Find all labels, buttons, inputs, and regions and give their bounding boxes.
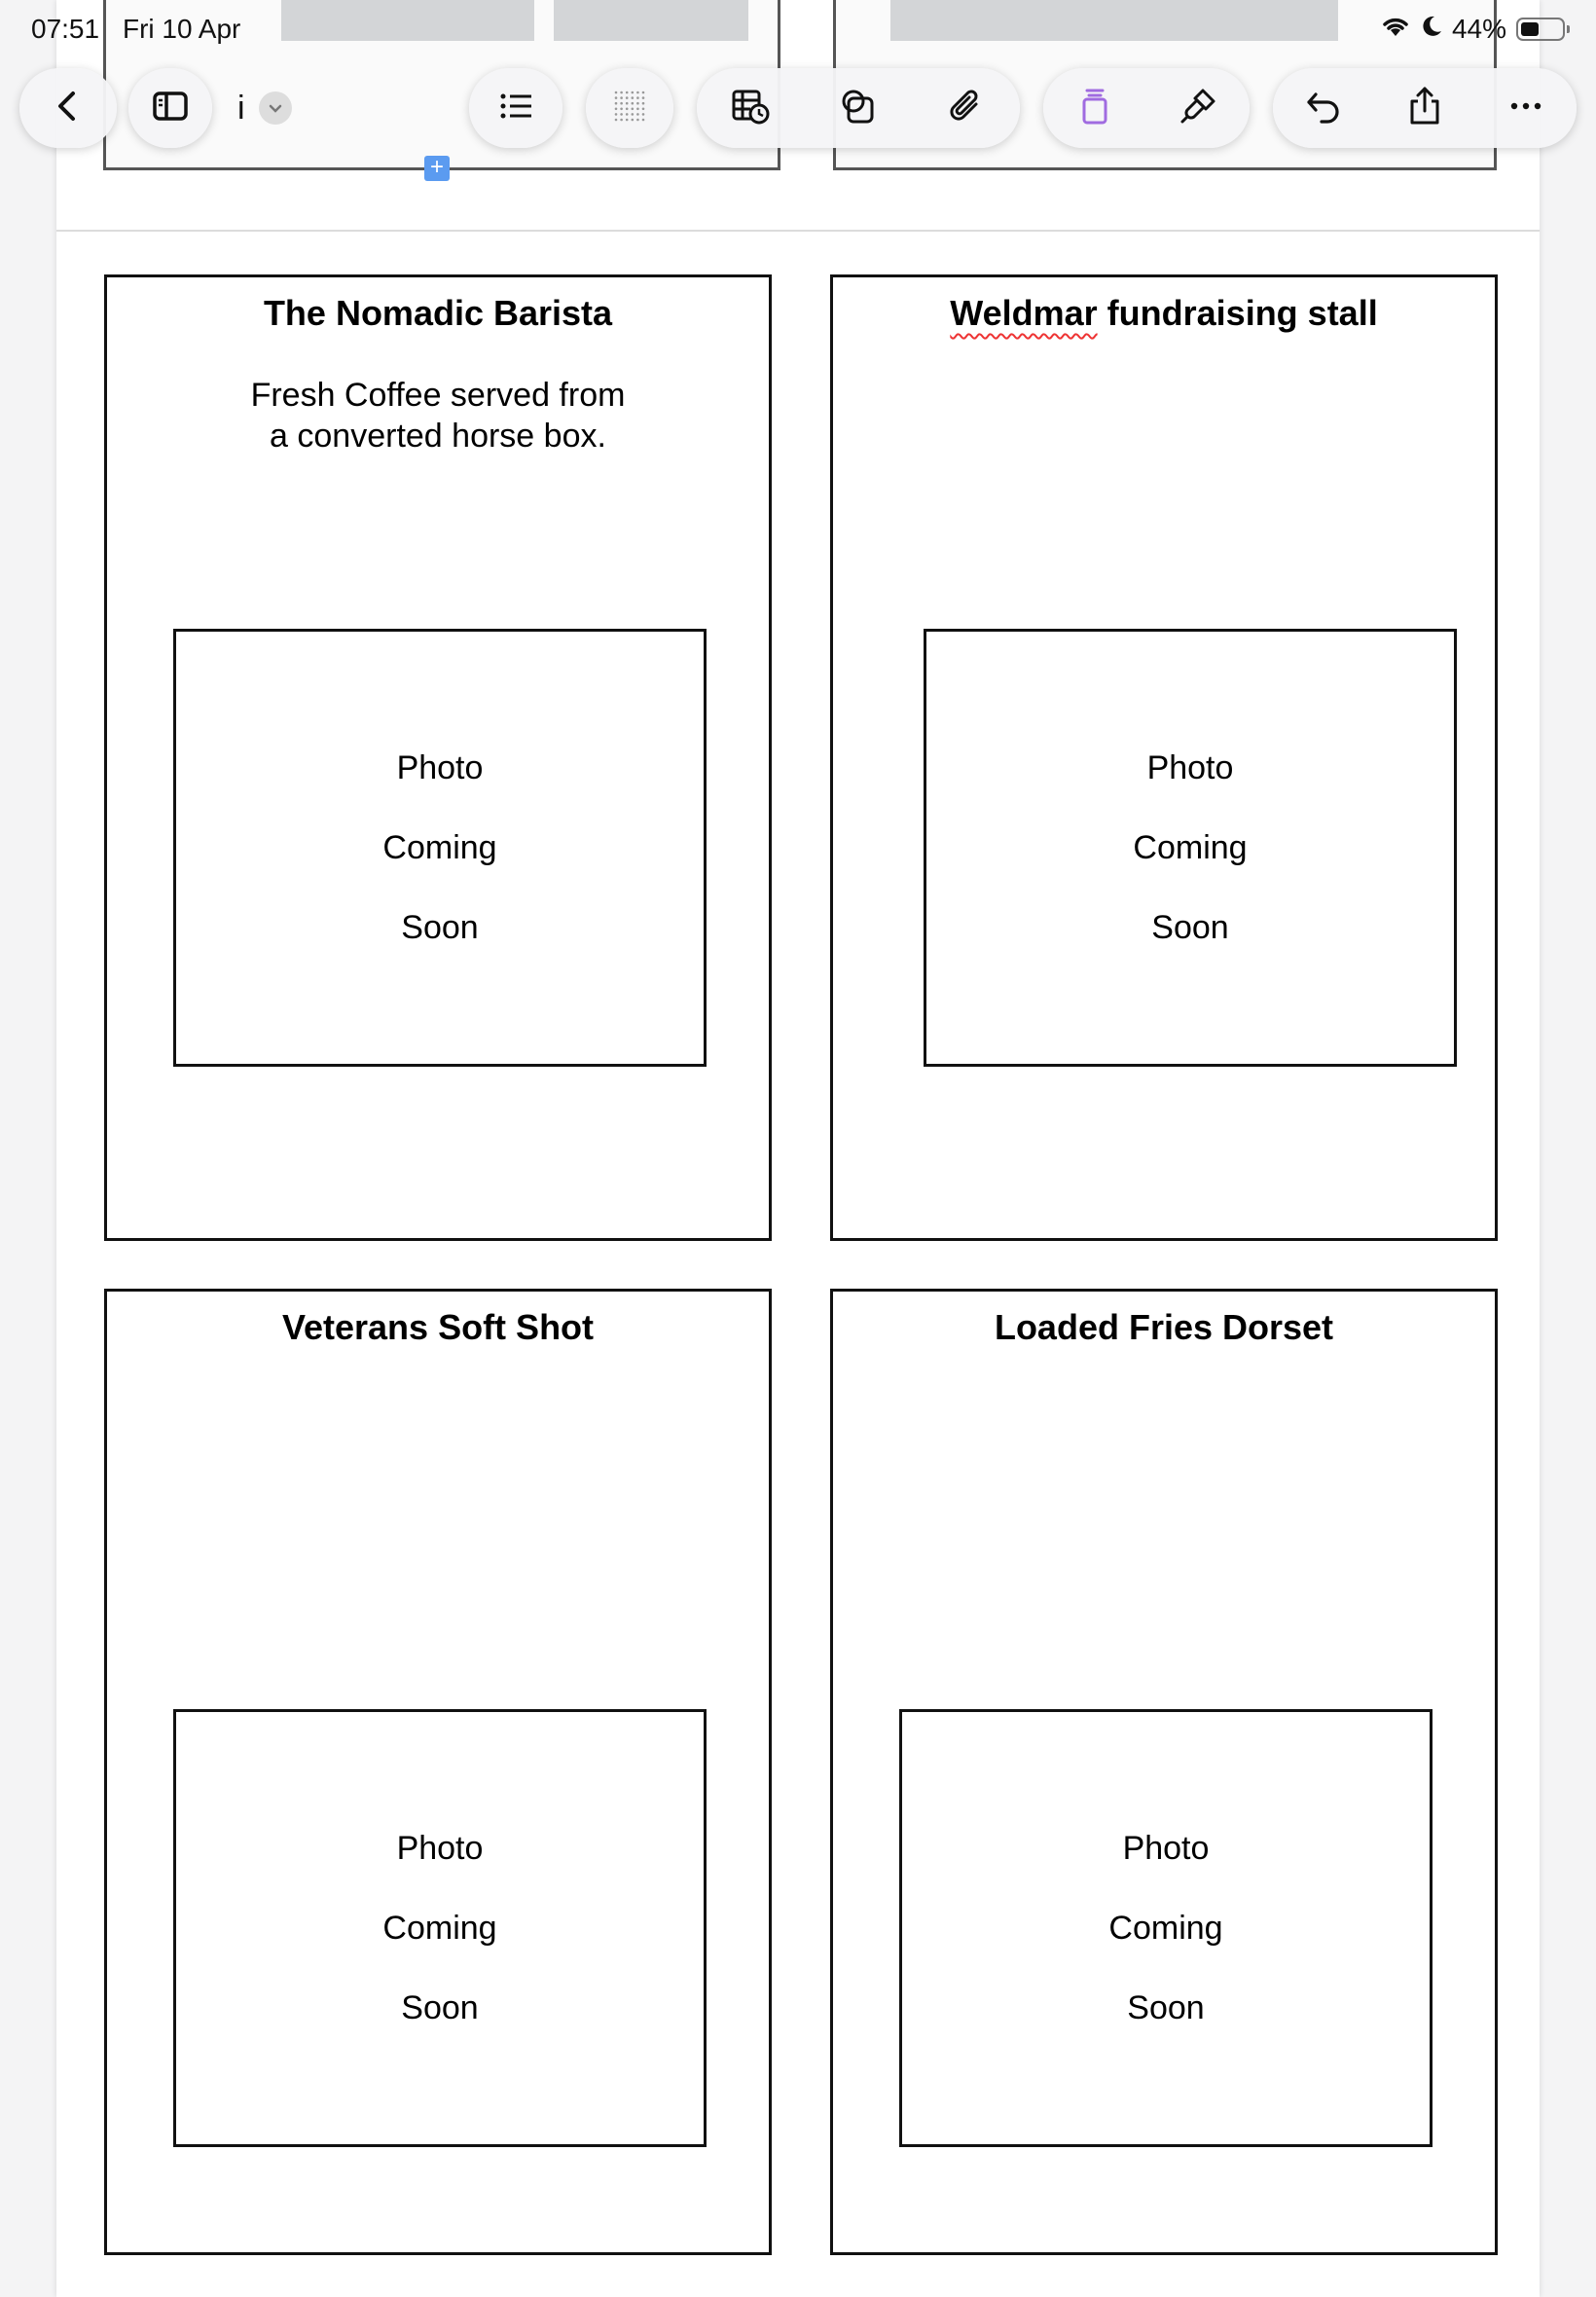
actions-pill[interactable] [1273,68,1577,148]
list-format-button[interactable] [482,74,550,142]
vendor-card-weldmar[interactable] [830,274,1498,1241]
photo-placeholder[interactable] [173,1709,707,2147]
highlighter-button[interactable] [1061,74,1129,142]
back-pill[interactable] [19,68,117,148]
shapes-icon [837,85,880,132]
card-title-rest: fundraising stall [1097,293,1378,333]
misspelled-word[interactable]: Weldmar [950,293,1098,333]
sidebar-toggle-button[interactable] [128,68,212,148]
battery-percent: 44% [1451,14,1506,44]
chevron-down-icon [259,91,292,125]
dot-grid-icon [608,85,651,132]
shapes-button[interactable] [824,74,892,142]
photo-placeholder[interactable] [924,629,1457,1067]
share-button[interactable] [1391,74,1459,142]
vendor-card-nomadic-barista[interactable] [104,274,772,1241]
card-title: Veterans Soft Shot [281,1307,595,1347]
insert-pill[interactable] [697,68,1020,148]
paperclip-icon [945,85,988,132]
status-indicators [1380,14,1565,45]
status-date: Fri 10 Apr [123,14,241,44]
photo-placeholder-text: Soon [1151,909,1229,946]
chevron-left-icon [47,85,90,132]
ellipsis-icon [1505,85,1547,132]
undo-button[interactable] [1289,74,1358,142]
vendor-card-veterans-soft-shot[interactable] [104,1289,772,2255]
wifi-icon [1380,14,1411,45]
photo-placeholder-text: Soon [401,1989,479,2026]
photo-placeholder-text: Photo [1122,1830,1210,1867]
document-title: i [237,89,245,127]
add-row-handle[interactable]: + [424,156,450,181]
photo-placeholder-text: Photo [1146,749,1234,786]
photo-placeholder-text: Photo [396,749,484,786]
attach-button[interactable] [932,74,1000,142]
table-button[interactable] [716,74,784,142]
card-title: Loaded Fries Dorset [994,1307,1334,1347]
photo-placeholder-text: Coming [1133,829,1248,866]
list-pill[interactable] [469,68,562,148]
sidebar-icon [149,85,192,132]
paintbrush-icon [1177,85,1219,132]
card-description [107,375,769,456]
card-title: The Nomadic Barista [263,293,613,333]
description-line: a converted horse box. [270,418,606,455]
photo-placeholder-text: Coming [382,1910,497,1947]
dot-grid-button[interactable] [596,74,664,142]
page-divider [56,230,1540,232]
back-button[interactable] [34,74,102,142]
photo-placeholder-text: Photo [396,1830,484,1867]
moon-icon [1421,14,1442,45]
share-icon [1403,85,1446,132]
photo-placeholder[interactable] [899,1709,1433,2147]
more-options-button[interactable] [1492,74,1560,142]
highlighter-icon [1073,85,1116,132]
description-line: Fresh Coffee served from [250,377,626,414]
undo-icon [1302,85,1345,132]
photo-placeholder[interactable] [173,629,707,1067]
status-bar [0,0,1596,58]
format-painter-button[interactable] [1164,74,1232,142]
status-time: 07:51 [31,14,100,44]
document-title-menu[interactable] [230,86,292,130]
tools-pill[interactable] [1043,68,1250,148]
grid-pill[interactable] [586,68,673,148]
photo-placeholder-text: Coming [382,829,497,866]
photo-placeholder-text: Soon [401,909,479,946]
card-title [833,293,1495,334]
vendor-card-loaded-fries-dorset[interactable] [830,1289,1498,2255]
table-clock-icon [729,85,772,132]
bulleted-list-icon [494,85,537,132]
battery-icon [1516,18,1565,41]
photo-placeholder-text: Coming [1108,1910,1223,1947]
photo-placeholder-text: Soon [1127,1989,1205,2026]
